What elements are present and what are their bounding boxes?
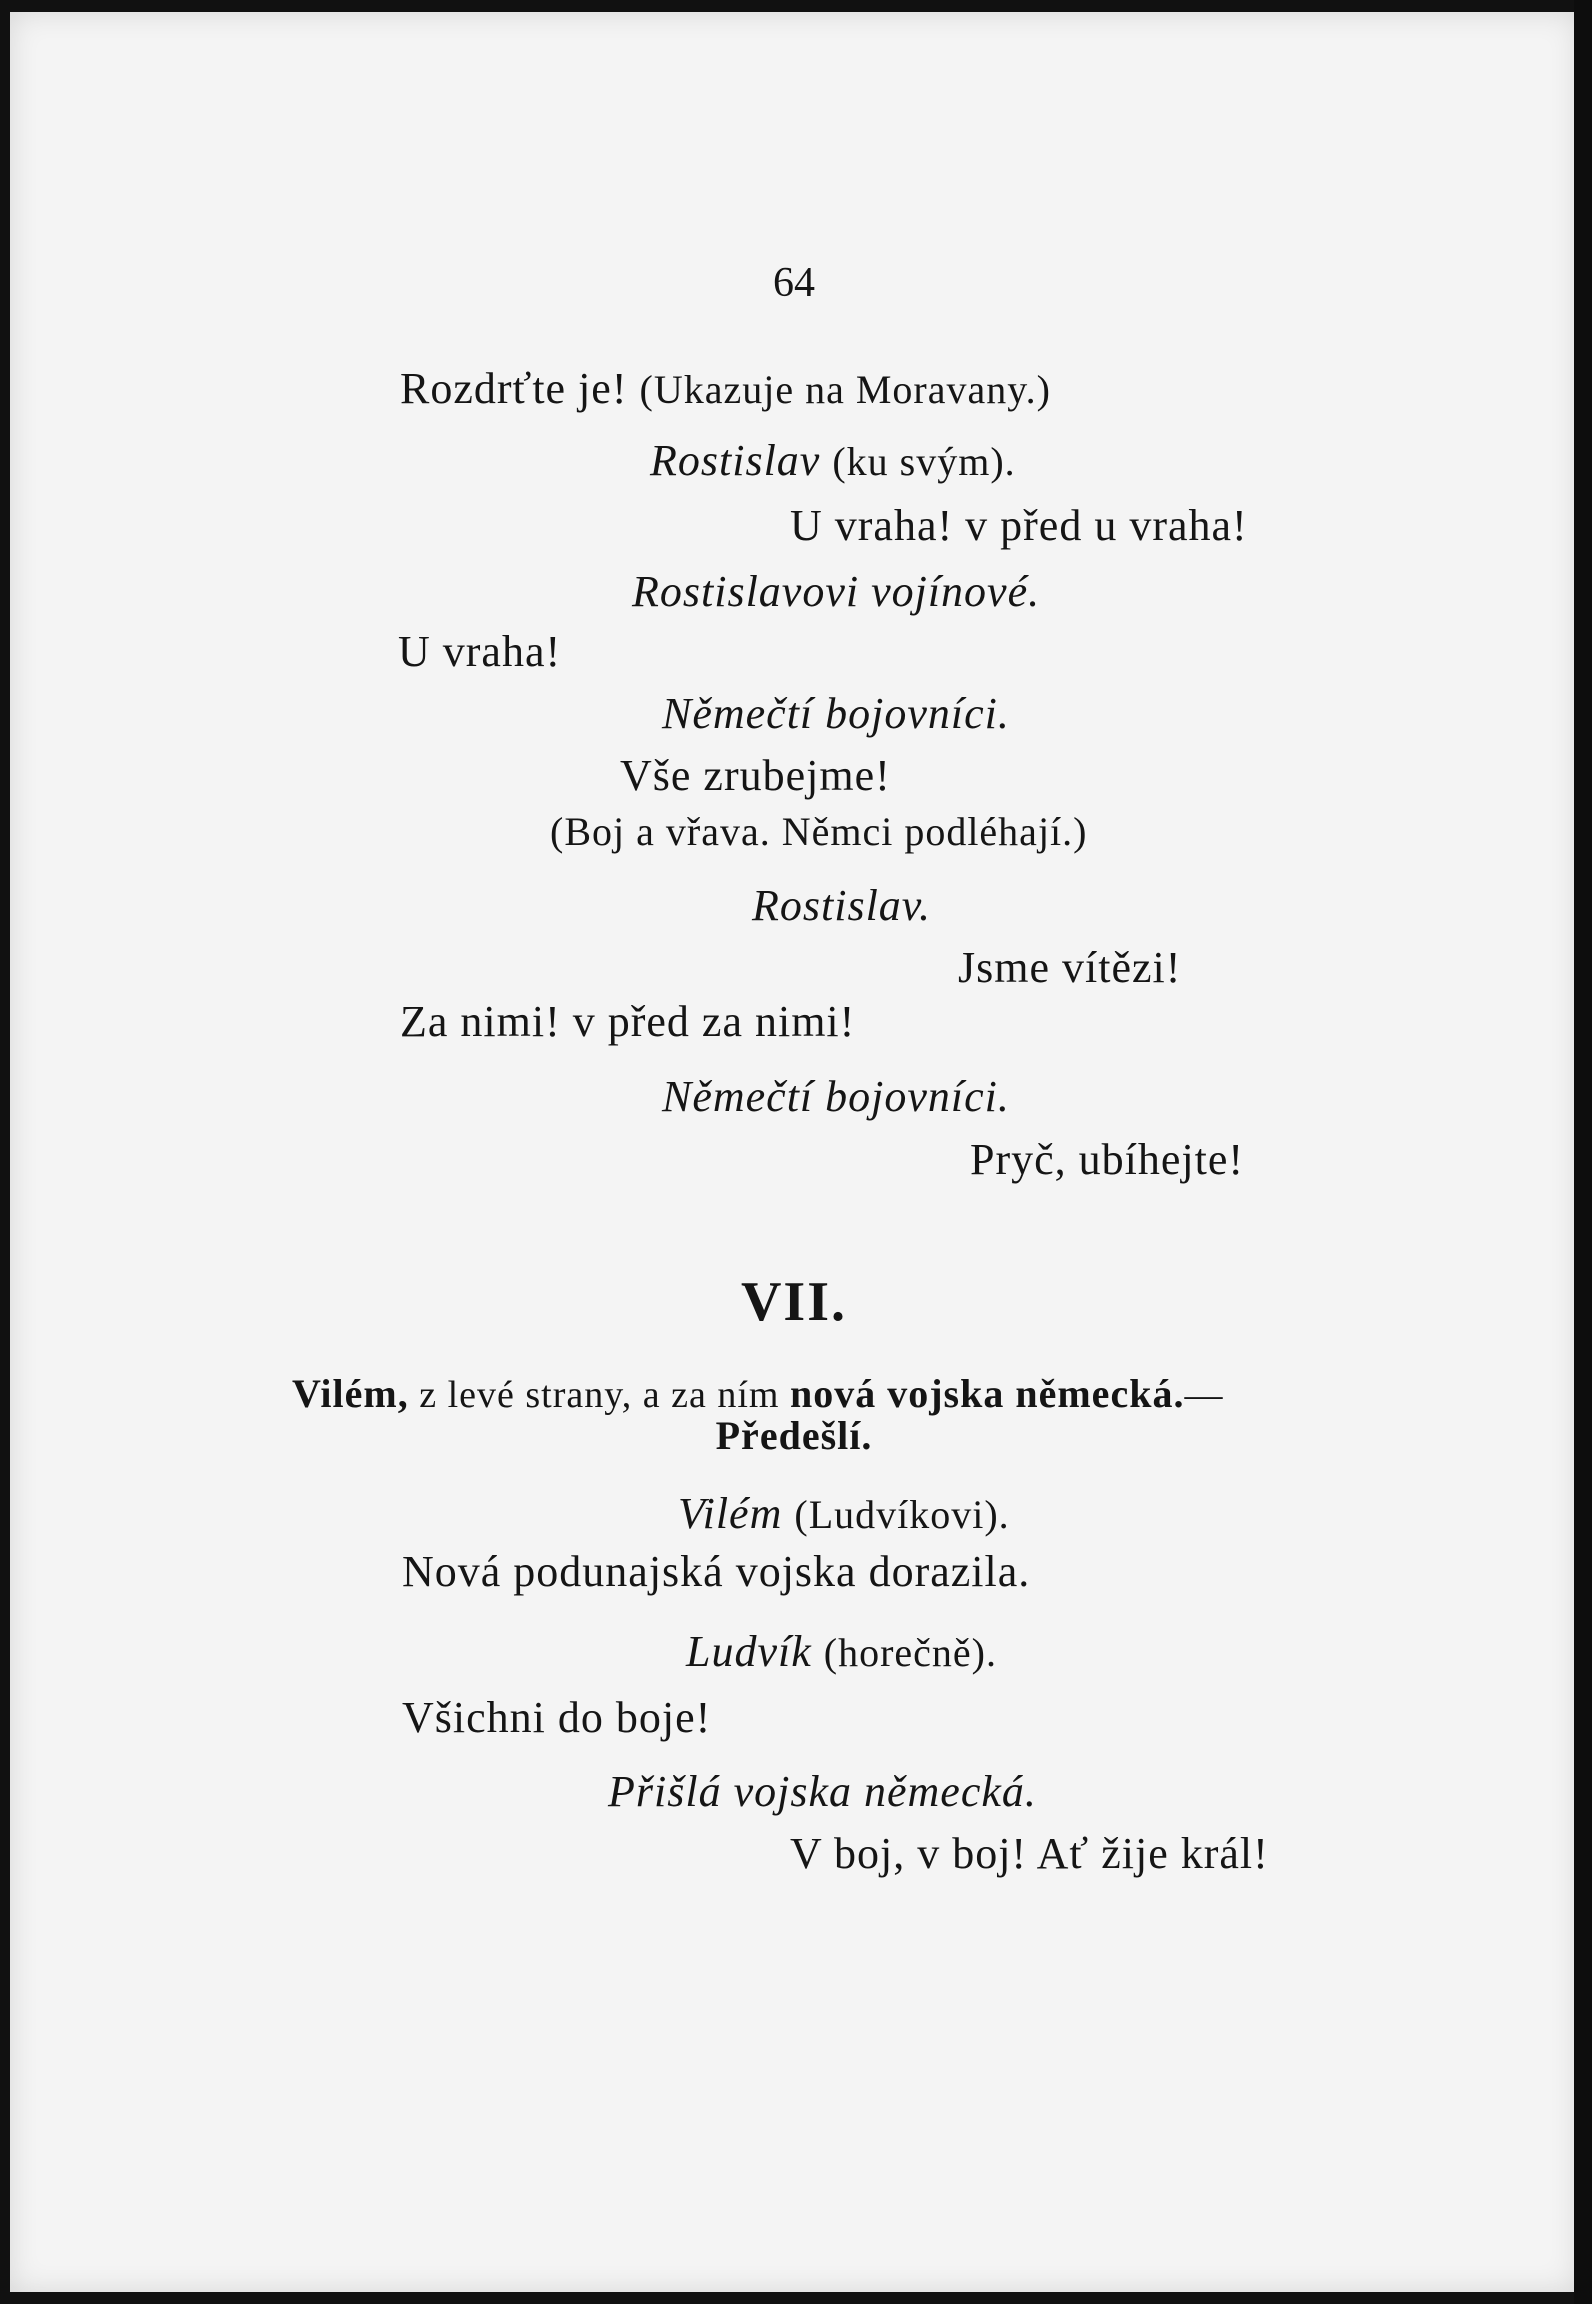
character-name: Vilém, xyxy=(292,1371,409,1416)
speaker-name: Rostislav xyxy=(650,436,821,485)
em-dash: — xyxy=(1184,1374,1224,1416)
scene-stage-direction-continued: Předešlí. xyxy=(715,1413,873,1458)
speech-line: Pryč, ubíhejte! xyxy=(970,1135,1245,1184)
speaker-line xyxy=(650,436,1016,485)
speaker-name: Němečtí bojovníci. xyxy=(662,1072,1010,1121)
scene-heading: VII. xyxy=(740,1271,848,1333)
stage-note: (ku svým). xyxy=(832,439,1016,484)
scan-border xyxy=(1574,0,1592,2304)
troops-name: nová vojska německá. xyxy=(789,1371,1185,1416)
page-number: 64 xyxy=(773,260,815,306)
speech-line: Jsme vítězi! xyxy=(958,943,1182,992)
speech-line: Všichni do boje! xyxy=(402,1693,712,1742)
speaker-name: Vilém xyxy=(678,1489,783,1538)
speaker-name: Přišlá vojska německá. xyxy=(608,1767,1037,1816)
stage-note: (horečně). xyxy=(823,1630,997,1675)
direction-text: z levé strany, a za ním xyxy=(419,1374,780,1416)
speaker-name: Rostislavovi vojínové. xyxy=(632,567,1041,616)
speech-line: Nová podunajská vojska dorazila. xyxy=(402,1547,1031,1596)
speech-line: Za nimi! v před za nimi! xyxy=(400,997,856,1046)
speech-line: V boj, v boj! Ať žije král! xyxy=(790,1829,1269,1878)
speaker-name: Rostislav. xyxy=(752,881,932,930)
speaker-line xyxy=(678,1489,1010,1538)
speaker-name: Ludvík xyxy=(686,1627,812,1676)
speech-text: Rozdrťte je! xyxy=(400,364,628,413)
speaker-name: Němečtí bojovníci. xyxy=(662,689,1010,738)
book-page xyxy=(10,12,1578,2292)
stage-direction: (Boj a vřava. Němci podléhají.) xyxy=(550,809,1088,854)
speech-line: Vše zrubejme! xyxy=(620,751,891,800)
speech-line: U vraha! v před u vraha! xyxy=(790,501,1248,550)
speech-line xyxy=(400,364,1051,413)
stage-note: (Ukazuje na Moravany.) xyxy=(639,367,1051,412)
speech-line: U vraha! xyxy=(398,627,562,676)
speaker-line xyxy=(686,1627,997,1676)
stage-note: (Ludvíkovi). xyxy=(794,1492,1010,1537)
scene-stage-direction xyxy=(292,1371,1224,1416)
